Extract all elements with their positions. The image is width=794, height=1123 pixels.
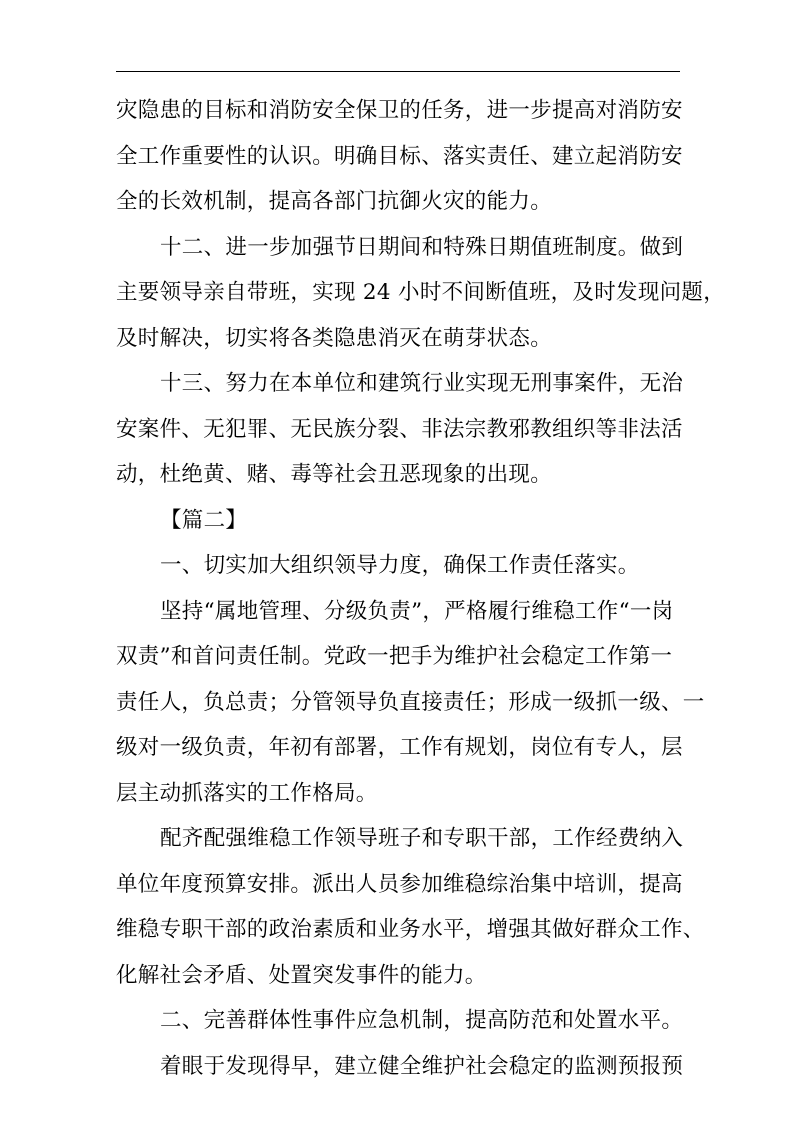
text-line: 单位年度预算安排。派出人员参加维稳综治集中培训，提高	[116, 871, 683, 897]
text-line: 二、完善群体性事件应急机制，提高防范和处置水平。	[160, 1008, 684, 1033]
text-line: 坚持“属地管理、分级负责”，严格履行维稳工作“一岗	[160, 598, 674, 624]
text-line: 及时解决，切实将各类隐患消灭在萌芽状态。	[116, 325, 553, 351]
text-line: 一、切实加大组织领导力度，确保工作责任落实。	[160, 553, 640, 578]
document-body	[116, 88, 726, 1089]
text-line: 全工作重要性的认识。明确目标、落实责任、建立起消防安	[116, 143, 683, 169]
text-line: 级对一级负责，年初有部署，工作有规划，岗位有专人，层	[116, 735, 683, 760]
text-line: 着眼于发现得早，建立健全维护社会稳定的监测预报预	[160, 1053, 684, 1079]
text-line: 维稳专职干部的政治素质和业务水平，增强其做好群众工作、	[116, 917, 705, 942]
header-rule	[116, 71, 680, 72]
text-line: 全的长效机制，提高各部门抗御火灾的能力。	[116, 189, 553, 214]
text-line: 责任人，负总责；分管领导负直接责任；形成一级抓一级、一	[116, 689, 705, 715]
text-line: 主要领导亲自带班，实现 24 小时不间断值班，及时发现问题，	[116, 280, 726, 305]
text-line: 配齐配强维稳工作领导班子和专职干部，工作经费纳入	[160, 826, 684, 851]
text-line: 灾隐患的目标和消防安全保卫的任务，进一步提高对消防安	[116, 98, 683, 123]
text-line: 十二、进一步加强节日期间和特殊日期值班制度。做到	[160, 234, 684, 260]
text-line: 【篇二】	[160, 507, 248, 533]
text-line: 十三、努力在本单位和建筑行业实现无刑事案件，无治	[160, 371, 684, 396]
text-line: 层主动抓落实的工作格局。	[116, 780, 378, 806]
text-line: 动，杜绝黄、赌、毒等社会丑恶现象的出现。	[116, 462, 553, 487]
text-line: 双责”和首问责任制。党政一把手为维护社会稳定工作第一	[116, 644, 673, 669]
text-line: 化解社会矛盾、处置突发事件的能力。	[116, 962, 487, 988]
text-line: 安案件、无犯罪、无民族分裂、非法宗教邪教组织等非法活	[116, 416, 683, 442]
